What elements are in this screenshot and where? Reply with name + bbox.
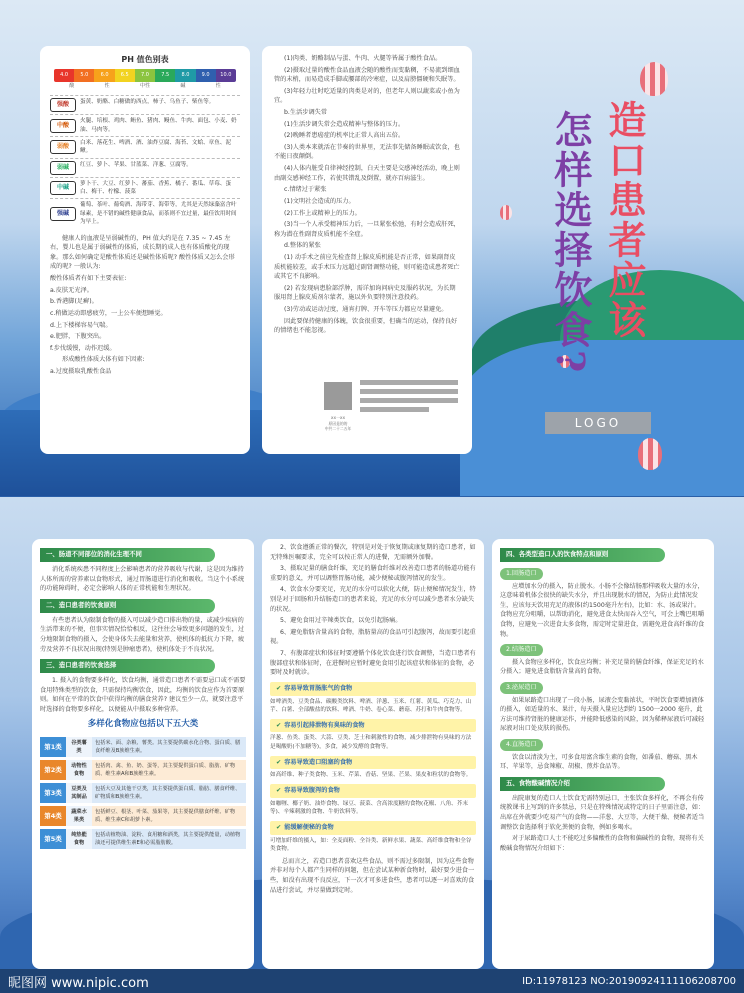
ph-scale-cell: 6.5: [115, 69, 135, 82]
ph-scale-cell: 7.0: [135, 69, 155, 82]
food-group-name: 谷类薯类: [66, 737, 92, 757]
section-1-heading: 一、肠道不同部位的消化生理不同: [40, 548, 215, 562]
ph-row: [50, 158, 240, 177]
body-paragraph: c.情绪过于紧张: [284, 186, 327, 194]
body-paragraph: (3)当一个人承受精神压力后，一旦紧张松弛，有时会造成肝死，称为潜在性副肾皮质机能不全症。: [274, 221, 460, 238]
body-paragraph: 4、饮食水分要充足，充足的水分可以软化大便，防止便秘情况发生，特别是对于回肠和升结肠造口的患者来说，充足的水分可以减少患者水分缺失的状况。: [270, 586, 476, 613]
section-5-text: 出院康复的造口人士饮食无需特别忌口，主张饮食多样化，不再会有传统教课书上写到的许多禁忌，只是在特殊情况或特定的日子里需注意，如：出席在外就要少吃易产气的食物——洋葱、大豆等，大便干燥、便秘者适当调整饮食选择利于软化粪便的食物，例如多喝水。: [500, 794, 705, 831]
ph-axis-label: 性: [104, 83, 110, 90]
body-paragraph: (1)生活步调失常会造成精神与整体的压力。: [284, 120, 405, 128]
body-paragraph: (1)肉类、奶酪制品与蛋、牛肉、火腿等皆属于酸性食品。: [284, 55, 442, 62]
body-paragraph: 5、避免食用过辛辣类饮食，以免引起肠痛。: [280, 617, 402, 625]
ph-scale-cell: 6.0: [94, 69, 114, 82]
food-group-name: 蔬菜水果类: [66, 806, 92, 826]
body-paragraph: (2)晚睡者患癌症的机率比正常人高出五倍。: [284, 132, 405, 140]
ileostomy-label: 1.回肠造口: [500, 568, 543, 580]
food-group-desc: 包括鲜豆、根茎、叶菜、茄果等，其主要提供膳食纤维、矿物质、维生素C和胡萝卜素。: [92, 806, 246, 826]
food-group-row: [40, 783, 246, 803]
body-paragraph: a.过度摄取乳酸性食品: [50, 367, 112, 375]
balloon-icon: [638, 438, 662, 470]
acid-body-text: [50, 234, 240, 377]
ph-axis-label: 酸: [69, 83, 75, 90]
ph-row-foods: 萝卜干、大豆、红萝卜、蕃茄、香蕉、橘子、番瓜、草莓、蛋白、梅干、柠檬、菠菜: [80, 180, 232, 196]
ph-axis-label: 碱: [180, 83, 186, 90]
food-warning-text: 如咖喱、椰子奶、油炸食物、绿豆、菠菜、含高浓度糖的食物(花椒、八角、芥末等)、辛辣刺激的食物、牛奶饮料等。: [270, 800, 468, 816]
ph-axis-label: 性: [215, 83, 221, 90]
check-icon: ✔: [276, 823, 282, 831]
brochure-inside: [0, 497, 744, 993]
food-warnings: [270, 682, 476, 854]
food-group-no: 第3类: [40, 783, 66, 803]
food-group-desc: 包括动植物油、淀粉、食用糖和酒类，其主要提供能量，动植物油还可提供维生素E和必需脂肪酸。: [92, 829, 246, 849]
check-icon: ✔: [276, 758, 282, 766]
body-paragraph: 3、摄取足量的膳食纤维，充足的膳食纤维对改善造口患者的肠道功能有重要的意义，并可以调整胃肠功能，减少便秘或腹泻情况的发生。: [270, 565, 476, 582]
section-2-text: 有些患者认为限制食物的摄入可以减少造口排出物的量，或减少疾病的生活带来的不便，但事实情况恰恰相反，这往往会导致更多问题的发生，过分地限制食物的摄入，会使身体失去能量和营养，使机体的抵抗力下降，疲劳及营养不良状况出现(特别是肿瘤患者)，使机体处于不良状况。: [40, 616, 245, 653]
ph-scale-cell: 8.0: [175, 69, 195, 82]
ileostomy-text: 应增加水分的摄入，防止脱水。小肠不会像结肠那样吸收大量的水分，这意味着机体会很快的缺失水分，并且出现脱水的情况，为防止此情况发生，应该每天饮用充足的液体(约1500毫升左右)，比如：水、汤或果汁。食物应充分咀嚼，以帮助消化，避免进食太快而吞入空气，可会上嘴巴咀嚼食物，应避免一次进食太多食物，需定时定量进食，需避免进食高纤维的食物。: [500, 582, 705, 638]
section-1-text: 消化系统疾患不同程度上会影响患者的营养吸收与代谢，这是因为维持人体所需的营养素以食物形式，通过胃肠道进行消化和吸收。当这个小系统的功能障碍时，必定会影响人体的正常机能和生理状况。: [40, 565, 245, 593]
food-warning-text: 可增加纤维的摄入，如：全麦面粉、全谷类、新鲜水果、蔬菜、高纤维食物和全谷类食物。: [270, 837, 472, 853]
body-paragraph: d.整体的紧张: [284, 242, 321, 250]
body-paragraph: 因此要保持健康的体魄，饮食很重要，但确当的运动，保持良好的情绪也不能忽视。: [274, 317, 458, 335]
ph-table: [50, 95, 240, 229]
watermark-right: ID:11978123 NO:20190924111106208700: [522, 975, 736, 987]
body-paragraph: c.稍做运动即感疲劳，一上公车便想睡觉。: [50, 309, 167, 317]
food-groups-title: 多样化食物应包括以下五大类: [87, 719, 199, 730]
food-warning-text: 如高纤维、种子类食物、玉米、芹菜、香菇、坚果、芒果、果皮和粒状的食物等。: [270, 772, 472, 779]
food-group-name: 豆类及其制品: [66, 783, 92, 803]
food-group-desc: 包括大豆及其他干豆类，其主要提供蛋白质、脂肪、膳食纤维、矿物质和B族维生素。: [92, 783, 246, 803]
body-paragraph: e.肥胖，下腹突出。: [50, 333, 106, 341]
food-group-name: 纯热能食物: [66, 829, 92, 849]
ph-scale-cell: 4.0: [54, 69, 74, 82]
watermark-bar: [0, 969, 744, 993]
urostomy-label: 3.泌尿造口: [500, 682, 543, 694]
diet-rules-text: [270, 543, 476, 678]
info-lines: [360, 380, 458, 412]
food-warning-text: 洋葱、鱼类、蛋类、大蒜、豆类、芝士和刺激性的食物，减少排泄物有臭味的方法是喝酸奶(不加糖等)，多食，减少发酵的食物等。: [270, 735, 472, 751]
body-paragraph: 形成酸性体质大体有如下因素:: [62, 356, 145, 364]
logo-placeholder: LOGO: [545, 412, 651, 434]
ph-row-label: 弱酸: [50, 140, 76, 154]
ph-axis: [54, 83, 236, 91]
placeholder-caption: XX一XX 原因是的的 中共二十二五年: [324, 415, 352, 432]
body-paragraph: (4)人体内脏受自律神经控制，白天主要是交感神经活动，晚上则由副交感神经工作，若使其错乱及倒置，就亦百病滋生。: [274, 165, 460, 182]
cover-title-line2: 怎样选择饮食?: [548, 110, 593, 375]
food-warning-heading: [270, 821, 476, 835]
ph-row-foods: 白米、落花生、啤酒、酒、油炸豆腐、海苔、文蛤、章鱼、泥鳅。: [80, 139, 232, 155]
balloon-icon: [500, 205, 512, 220]
ph-scale-cell: 9.0: [196, 69, 216, 82]
food-warning-heading: [270, 719, 476, 733]
food-group-row: [40, 806, 246, 826]
causes-panel: [262, 46, 472, 454]
brochure-outside: [0, 0, 744, 496]
ph-row-foods: 蛋黄、奶酪、白糖做的西点，柿子、乌鱼子、柴鱼等。: [80, 99, 215, 106]
body-paragraph: (1) 动手术之前应先检查肾上腺皮质机能是否正常，如果副肾皮质机能较差，或手术压力远超过副肾调整功能，则可能造成患者死亡或其它不良影响。: [274, 253, 460, 281]
rectal-stoma-label: 4.直肠造口: [500, 739, 543, 751]
body-paragraph: a.皮肤无光泽。: [50, 286, 93, 294]
food-warning-title: 容易导致腹泻的食物: [284, 787, 340, 795]
causes-text: [274, 54, 460, 336]
food-group-no: 第5类: [40, 829, 66, 849]
food-group-no: 第2类: [40, 760, 66, 780]
food-group-row: [40, 737, 246, 757]
cover-title-line1: 造口患者应该: [602, 100, 647, 340]
ph-row-foods: 火腿、培根、鸡肉、鲔鱼、猪肉、鳗鱼、牛肉、面包、小麦、奶油、马肉等。: [80, 118, 237, 133]
food-group-desc: 包括肉、禽、鱼、奶、蛋等，其主要提供蛋白质、脂肪、矿物质、维生素A和B族维生素。: [92, 760, 246, 780]
food-warning-title: 容易导致胃肠胀气的食物: [284, 684, 353, 692]
watermark-left: 昵图网 www.nipic.com: [8, 975, 149, 991]
ph-row: [50, 95, 240, 114]
colostomy-text: 摄入食物应多样化，饮食应均衡；补充足量的膳食纤维，保证充足的水分摄入；避免进食脂肪含量高的食物。: [500, 658, 704, 676]
ph-row: [50, 177, 240, 199]
section-4-heading: 四、各类型造口人的饮食特点和原则: [500, 548, 665, 562]
food-warning-heading: [270, 784, 476, 798]
urostomy-text: 如果尿路造口出现了一段小肠，尿液会变黏浓状，平时饮食要增加液体的摄入，如适量的水、果汁，每天摄入量应达到约 1500一2000 毫升，此方法可维持肾脏的健康运作，并能降低感染的风险，因为稀释尿液后可减轻尿液对出口处皮肤的损伤。: [500, 696, 705, 733]
body-paragraph: (2)工作上或精神上的压力。: [284, 209, 361, 217]
food-warning-heading: [270, 682, 476, 696]
body-paragraph: (3)年轻力壮时吃适量的肉类是对的，但老年人则以蔬菜或小鱼为宜。: [274, 87, 460, 105]
ph-row-foods: 红豆、萝卜、苹果、甘蓝菜、洋葱、豆腐等。: [80, 161, 192, 168]
food-warning-heading: [270, 756, 476, 770]
food-group-no: 第4类: [40, 806, 66, 826]
food-groups-table: [40, 734, 246, 853]
food-group-name: 动物性食物: [66, 760, 92, 780]
body-paragraph: 酸性体质者有如下主要表征:: [50, 275, 127, 283]
ph-row: [50, 114, 240, 136]
ph-row-label: 强酸: [50, 98, 76, 112]
ph-row-foods: 葡萄、茶叶、葡萄酒、海带芽、海带等，尤其是天然绿藻富含叶绿素，是不错的碱性健康食品，而茶则不宜过量，最佳饮用时间为早上。: [80, 202, 237, 226]
inside-panel-left: [32, 539, 254, 969]
body-paragraph: (2)摄取过量的酸性食品血液会随的酸性而变黏稠，不易流到细血管的末梢，而易造成手脚或腰部的冷寒症，以及肩膀僵硬和失眠等。: [274, 66, 460, 84]
body-paragraph: (3)人类本来就活在节奏的世界里，无法事先储备睡眠或饮食，也不能日夜颠倒。: [274, 143, 460, 161]
ph-row-label: 中碱: [50, 181, 76, 195]
food-warning-title: 能缓解便秘的食物: [284, 823, 334, 831]
body-paragraph: (2) 若发现病患脸部浮肿，需详加询问病史及服药状况，为长期服用肾上腺皮质剂尔蒙者，施以外负要特别注意投药。: [274, 284, 456, 302]
ph-row-label: 强碱: [50, 207, 76, 221]
colostomy-label: 2.结肠造口: [500, 644, 543, 656]
ph-scale-cell: 7.5: [155, 69, 175, 82]
qr-code-placeholder: [324, 382, 352, 410]
balloon-icon: [640, 62, 668, 96]
ph-scale-cell: 5.0: [74, 69, 94, 82]
food-warning-text: 如啤酒类、豆类食品、碳酸类饮料、啤酒、洋葱、玉米、红薯、黄瓜、巧克力、山芋、白薯、全部酸盐的饮料、啤酒、牛奶、卷心菜、蘑菇、苏打和牛肉食物等。: [270, 698, 472, 714]
ph-chart-title: PH 值色别表: [121, 55, 169, 64]
section-5-text-2: 对于尿路造口人士不能吃过多偏酸性的食物和偏碱性的食物，现将有关酸碱食物情况介绍如下：: [500, 835, 704, 852]
inside-panel-right: [492, 539, 714, 969]
body-paragraph: d.上下楼梯容易气喘。: [50, 321, 112, 329]
check-icon: ✔: [276, 787, 282, 795]
body-paragraph: b.生活步调失常: [284, 109, 328, 117]
inside-panel-middle: [262, 539, 484, 969]
food-warning-title: 容易引起排泄物有臭味的食物: [284, 721, 365, 729]
check-icon: ✔: [276, 721, 282, 729]
section-3-heading: 三、造口患者的饮食选择: [40, 659, 215, 673]
ph-row: [50, 198, 240, 228]
ph-axis-label: 中性: [139, 83, 150, 90]
check-icon: ✔: [276, 684, 282, 692]
body-paragraph: f.步伐缓慢，动作迟缓。: [50, 344, 116, 352]
ph-scale-cell: 10.0: [216, 69, 236, 82]
body-paragraph: 健康人的血液是呈弱碱性的，PH 值大约是在 7.35 ~ 7.45 左右，婴儿也是属于弱碱性的体质，成长期的成人也有体质酸化的现象。那么如何确定是酸性体质还是碱性体质呢? 酸性体质又怎么会形成的呢? 一般认为:: [50, 234, 235, 271]
food-group-desc: 包括米、面、杂粮、薯类。其主要提供碳水化合物、蛋白质、膳食纤维及B族维生素。: [92, 737, 246, 757]
ph-scale: [54, 69, 236, 82]
ph-panel: [40, 46, 250, 454]
body-paragraph: 2、饮食遵循正常的餐次，特别是对处于恢复期或康复期的造口患者，如无特殊医嘱要求，完全可以按正常人的进餐，无需额外加餐。: [270, 544, 476, 561]
section-2-heading: 二、造口患者的饮食原则: [40, 599, 215, 613]
food-group-no: 第1类: [40, 737, 66, 757]
food-warning-title: 容易导致造口阻塞的食物: [284, 758, 353, 766]
body-paragraph: b.香港脚(足癣)。: [50, 298, 98, 306]
section-3-text: 1. 摄入的食物要多样化，饮食均衡，通常造口患者不需要忌口或不需要食用特殊类型的饮食，只需保持均衡饮食，因此，均衡的饮食应作为首要原则。如何在平常的饮食中获得均衡的膳食营养? 建议至少一点，就要注意平时选择的食物要多样化，以便能从中摄取多种营养。: [40, 677, 246, 713]
rectal-stoma-text: 饮食以清淡为主，可多食用富含维生素的食物，如番茄、蘑菇、黑木耳、苹果等，忌食辣椒、胡椒、煎炸食品等。: [500, 753, 698, 771]
ph-row-label: 弱碱: [50, 161, 76, 175]
food-group-row: [40, 760, 246, 780]
body-paragraph: (1)文明社会造成的压力。: [284, 197, 355, 205]
food-group-row: [40, 829, 246, 849]
body-paragraph: (3)劳动或运动过度，通宵打牌、开车等压力都应尽量避免。: [284, 306, 448, 314]
summary-text: 总而言之，若造口患者喜欢这些食品，则不需过多限制，因为这些食物并非对每个人都产生同样的问题，但在尝试某种新食物时，最好要少进食一些，如没有出现不良反应，下一次才可多进食些，患者可以逐一对喜欢的食品进行尝试，并尽量做到定时。: [270, 857, 475, 894]
ph-row: [50, 136, 240, 158]
body-paragraph: 6、避免脂肪含量高的食物，脂肪量高的食品可引起腹泻，故而要引起重视。: [270, 628, 476, 646]
ph-row-label: 中酸: [50, 119, 76, 133]
section-5-heading: 五、食物酸碱情况介绍: [500, 777, 665, 791]
body-paragraph: 7、有腹部症状和体征时要遵循个体化饮食进行饮食调整，当造口患者有腹部症状和体征时，在进餐时应暂时避免食用引起该症状和体征的食物，必要时及时就诊。: [270, 650, 476, 677]
